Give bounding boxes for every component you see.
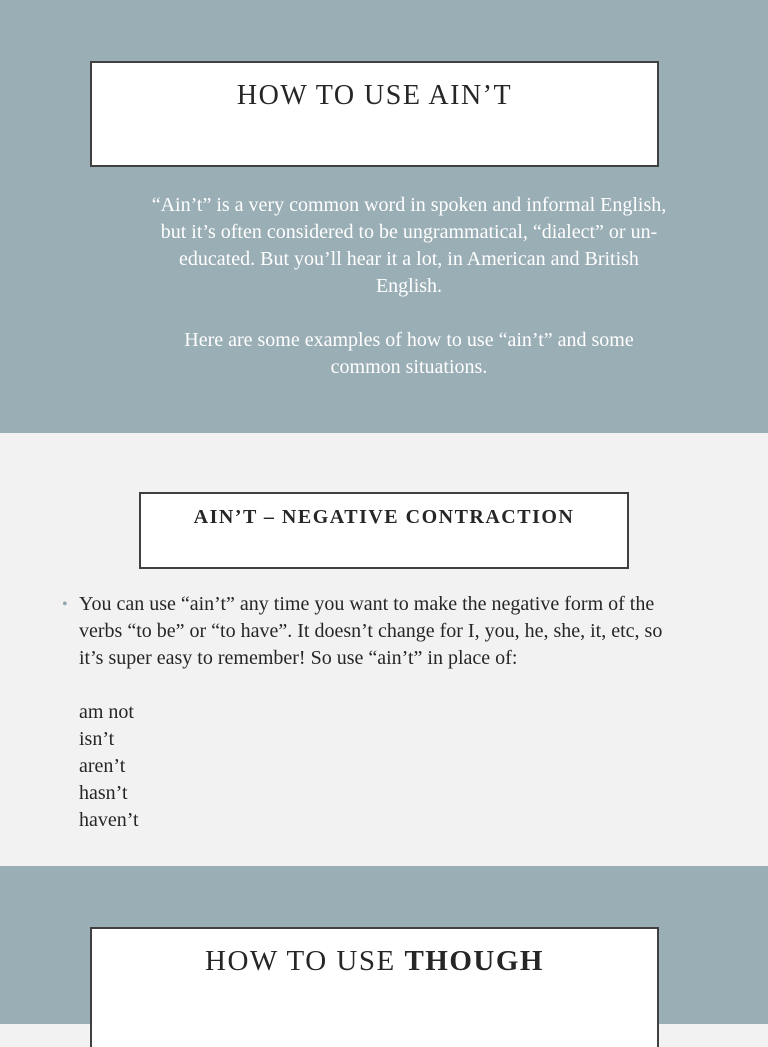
title-box [139, 492, 629, 569]
list-item: hasn’t [79, 782, 128, 804]
intro-text [150, 192, 668, 381]
slide-how-to-use-aint [0, 0, 768, 433]
slide-title [92, 945, 657, 978]
bullet-list [62, 591, 682, 834]
title-box [90, 927, 659, 1047]
list-item: isn’t [79, 728, 115, 750]
slide-how-to-use-though [0, 866, 768, 1024]
title-box [90, 61, 659, 167]
bullet-text: You can use “ain’t” any time you want to make the negative form of the verbs “to be” or “to have”. It doesn’t change for I, you, he, she, it, etc, so it’s super easy to remember! So use “ain’t” in place of: [79, 593, 663, 669]
slide-negative-contraction [0, 433, 768, 866]
title-prefix: HOW TO USE [205, 945, 405, 977]
negative-forms-list [62, 699, 682, 834]
title-bold-word: THOUGH [404, 945, 544, 977]
bullet-item [62, 591, 682, 672]
list-item: am not [79, 701, 134, 723]
bullet-icon: • [62, 596, 68, 613]
intro-paragraph-1: “Ain’t” is a very common word in spoken and informal English, but it’s often considered to be ungrammatical, “dialect” or un-educated. But you’ll hear it a lot, in American and British English. [151, 194, 667, 297]
list-item: haven’t [79, 809, 139, 831]
list-item: aren’t [79, 755, 126, 777]
slide-title: AIN’T – NEGATIVE CONTRACTION [193, 506, 575, 528]
slide-title: HOW TO USE AIN’T [236, 80, 513, 111]
intro-paragraph-2: Here are some examples of how to use “ain’t” and some common situations. [184, 329, 634, 378]
